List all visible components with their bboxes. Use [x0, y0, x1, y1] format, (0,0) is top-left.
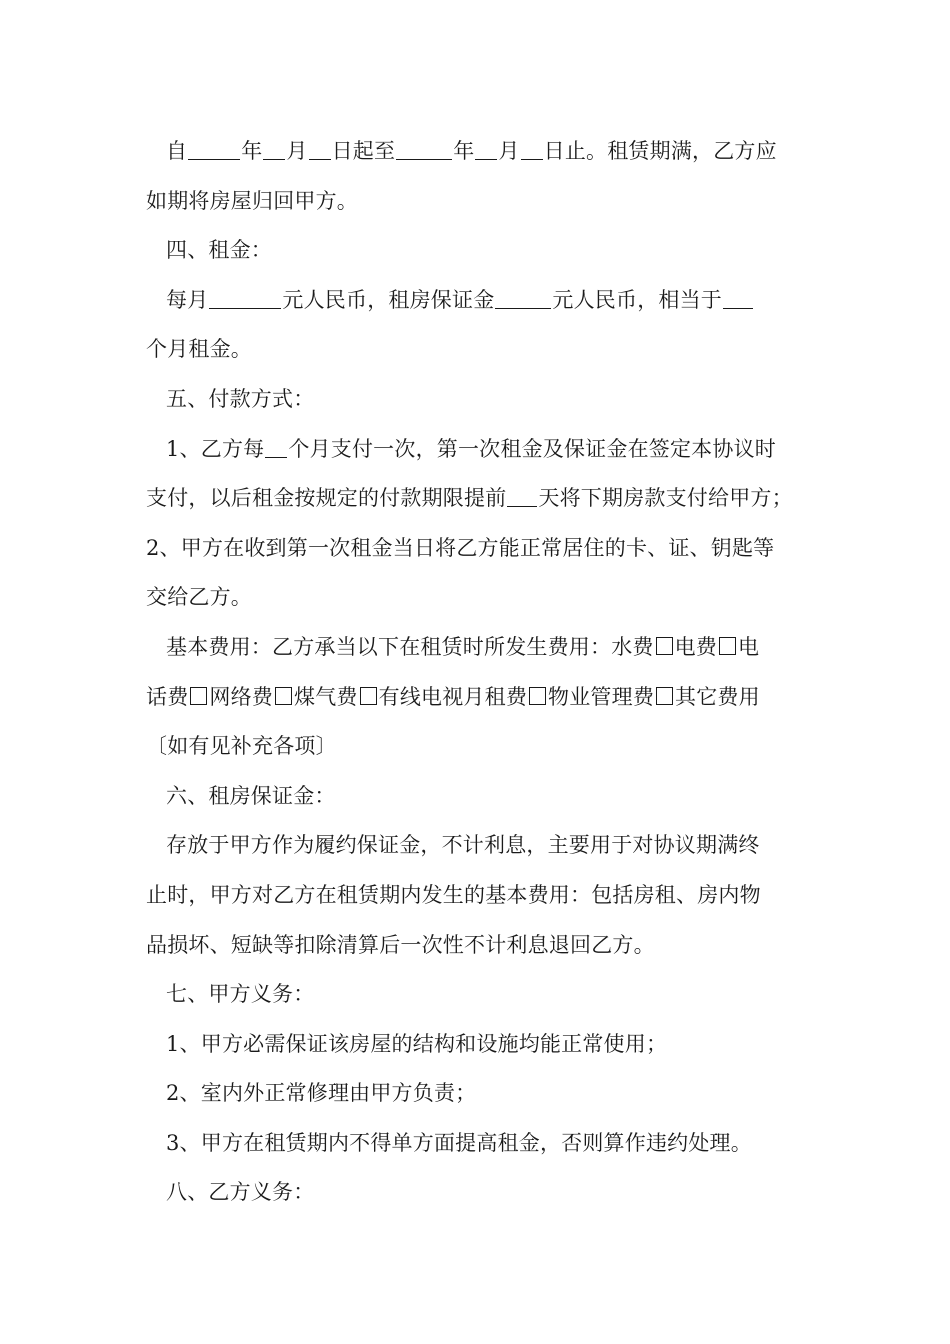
party-b-heading: 八、乙方义务： — [166, 1180, 315, 1205]
text-segment: 每月 — [166, 287, 209, 312]
checkbox-cable-tv-fee — [529, 687, 546, 705]
text-segment: 月 — [498, 139, 520, 163]
payment-item-2-line-2: 交给乙方。 — [146, 585, 252, 610]
text-segment: 月 — [286, 139, 308, 163]
deposit-line-3: 品损坏、短缺等扣除清算后一次性不计利息退回乙方。 — [146, 932, 655, 957]
text-segment: 物业管理费 — [548, 684, 655, 709]
text-segment: 煤气费 — [294, 684, 358, 709]
fees-line-3: 〔如有见补充各项〕 — [146, 734, 337, 759]
checkbox-electricity-fee — [719, 637, 736, 655]
checkbox-internet-fee — [275, 687, 292, 705]
blank-month-start — [263, 139, 285, 160]
lease-term-line-1 — [146, 127, 818, 177]
blank-payment-months — [265, 437, 287, 458]
rent-line-2: 个月租金。 — [146, 337, 252, 362]
text-segment: 元人民币，相当于 — [552, 287, 723, 312]
party-a-item-3: 3、甲方在租赁期内不得单方面提高租金，否则算作违约处理。 — [166, 1130, 752, 1155]
deposit-line-1: 存放于甲方作为履约保证金，不计利息，主要用于对协议期满终 — [166, 833, 760, 858]
payment-item-2-line-1: 2、甲方在收到第一次租金当日将乙方能正常居住的卡、证、钥匙等 — [146, 535, 775, 560]
text-segment: 网络费 — [209, 684, 274, 709]
fees-line-2 — [146, 673, 818, 723]
text-segment: 话费 — [146, 684, 189, 709]
blank-monthly-rent — [209, 288, 281, 309]
deposit-line-2: 止时，甲方对乙方在租赁期内发生的基本费用：包括房租、房内物 — [146, 882, 761, 907]
checkbox-phone-fee — [190, 687, 207, 705]
lease-term-line-2: 如期将房屋归回甲方。 — [146, 188, 358, 213]
text-segment: 元人民币，租房保证金 — [282, 287, 495, 312]
text-segment: 其它费用 — [675, 684, 760, 709]
party-a-item-2: 2、室内外正常修理由甲方负责； — [166, 1081, 477, 1106]
text-segment: 日止。租赁期满，乙方应 — [543, 139, 777, 163]
text-segment: 电费 — [674, 634, 718, 659]
payment-item-1-line-1 — [146, 425, 818, 475]
text-segment: 自 — [166, 139, 188, 163]
blank-day-end — [521, 139, 543, 160]
text-segment: 天将下期房款支付给甲方； — [538, 486, 793, 511]
rent-line-1 — [146, 276, 818, 326]
text-segment: 日起至 — [331, 139, 396, 163]
checkbox-property-fee — [656, 687, 673, 705]
text-segment: 年 — [453, 139, 475, 163]
text-segment: 1、乙方每 — [166, 436, 265, 461]
text-segment: 电 — [738, 634, 760, 659]
party-a-item-1: 1、甲方必需保证该房屋的结构和设施均能正常使用； — [166, 1031, 668, 1056]
blank-year-end — [396, 139, 452, 160]
text-segment: 年 — [241, 139, 263, 163]
rent-heading: 四、租金： — [166, 238, 272, 263]
text-segment: 支付，以后租金按规定的付款期限提前 — [146, 486, 507, 511]
blank-day-start — [309, 139, 331, 160]
text-segment: 个月支付一次，第一次租金及保证金在签定本协议时 — [288, 436, 776, 461]
payment-item-1-line-2 — [146, 474, 818, 524]
text-segment: 基本费用：乙方承当以下在租赁时所发生费用：水费 — [166, 634, 654, 659]
text-segment: 有线电视月租费 — [378, 684, 528, 709]
contract-page — [146, 127, 818, 1218]
payment-heading: 五、付款方式： — [166, 386, 315, 411]
fees-line-1 — [146, 623, 818, 673]
party-a-heading: 七、甲方义务： — [166, 982, 315, 1007]
blank-deposit-amount — [495, 288, 551, 309]
blank-advance-days — [507, 486, 537, 507]
blank-month-end — [475, 139, 497, 160]
blank-deposit-months — [723, 288, 753, 309]
deposit-heading: 六、租房保证金： — [166, 783, 336, 808]
checkbox-water-fee — [656, 637, 673, 655]
checkbox-gas-fee — [360, 687, 377, 705]
blank-year-start — [188, 139, 240, 160]
